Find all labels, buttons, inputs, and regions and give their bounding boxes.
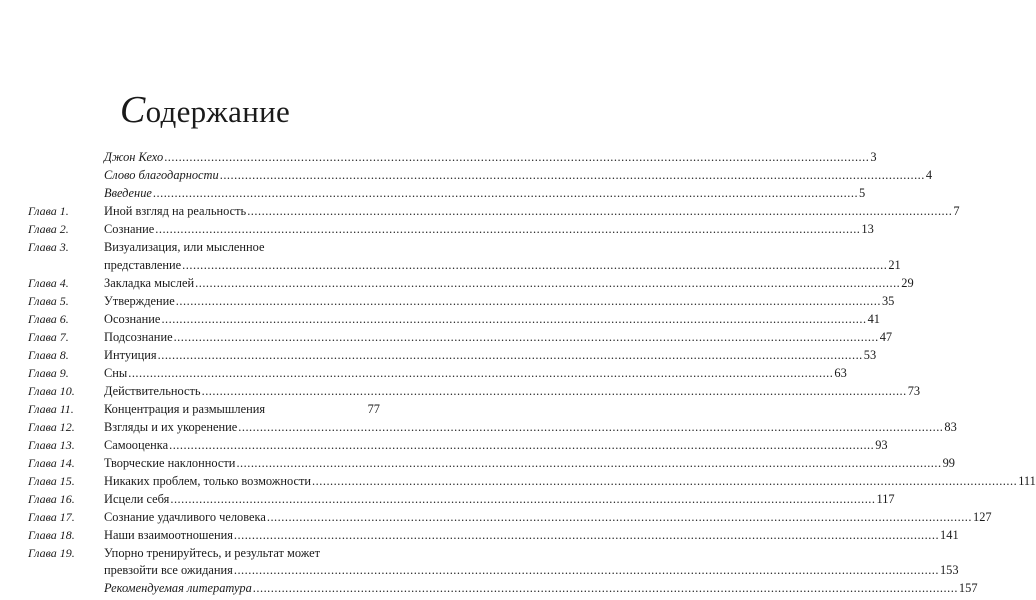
chapter-page: 29 (901, 276, 914, 290)
toc-chapter-15[interactable] (0, 474, 1036, 492)
chapter-page: 83 (944, 420, 957, 434)
toc-chapter-3[interactable] (0, 240, 410, 258)
chapter-page: 63 (834, 366, 847, 380)
chapter-title: Интуиция (104, 348, 157, 362)
chapter-title: Сознание (104, 222, 155, 236)
toc-chapter-2[interactable] (0, 222, 874, 240)
chapter-title: Концентрация и размышления (104, 402, 266, 416)
chapter-page: 7 (953, 204, 960, 218)
leader-dots (176, 294, 881, 309)
chapter-title: Закладка мыслей (104, 276, 195, 290)
chapter-title: Самооценка (104, 438, 169, 452)
leader-dots (234, 563, 939, 578)
chapter-label: Глава 18. (28, 528, 75, 542)
toc-entry-title: Рекомендуемая литература (104, 581, 252, 595)
page-title (0, 88, 410, 132)
chapter-label: Глава 9. (28, 366, 69, 380)
leader-dots (164, 150, 869, 165)
chapter-page: 99 (942, 456, 955, 470)
chapter-page: 117 (876, 492, 895, 506)
chapter-label: Глава 6. (28, 312, 69, 326)
chapter-label: Глава 2. (28, 222, 69, 236)
leader-dots (195, 276, 900, 291)
chapter-label: Глава 13. (28, 438, 75, 452)
leader-dots (253, 581, 958, 596)
toc-chapter-4[interactable] (0, 276, 914, 294)
chapter-title: Действительность (104, 384, 201, 398)
chapter-page: 47 (879, 330, 893, 344)
chapter-title-continued: превзойти все ожидания (104, 563, 233, 577)
toc-entry-author[interactable] (0, 150, 877, 168)
chapter-page: 21 (888, 258, 901, 272)
toc-entry-introduction[interactable] (0, 186, 866, 204)
toc-entry-acknowledgements[interactable] (0, 168, 933, 186)
chapter-label: Глава 11. (28, 402, 74, 416)
chapter-page: 35 (881, 294, 895, 308)
toc-entry-page: 4 (925, 168, 933, 182)
toc-chapter-3-continued[interactable] (0, 258, 901, 276)
chapter-title: Осознание (104, 312, 161, 326)
toc-chapter-14[interactable] (0, 456, 955, 474)
chapter-title: Сны (104, 366, 128, 380)
chapter-label: Глава 15. (28, 474, 75, 488)
toc-chapter-18[interactable] (0, 528, 959, 546)
chapter-title: Сознание удачливого человека (104, 510, 266, 524)
chapter-title: Взгляды и их укоренение (104, 420, 238, 434)
chapter-label: Глава 8. (28, 348, 69, 362)
title-rest: одержание (145, 94, 291, 129)
chapter-title: Упорно тренируйтесь, и результат может (104, 546, 321, 560)
leader-dots (158, 348, 863, 363)
chapter-title: Исцели себя (104, 492, 170, 506)
toc-chapter-9[interactable] (0, 366, 847, 384)
leader-dots (312, 474, 1017, 489)
chapter-page: 53 (863, 348, 877, 362)
leader-dots (169, 438, 874, 453)
chapter-label: Глава 14. (28, 456, 75, 470)
toc-chapter-19-continued[interactable] (0, 563, 959, 581)
toc-chapter-13[interactable] (0, 438, 888, 456)
chapter-title: Иной взгляд на реальность (104, 204, 247, 218)
chapter-label: Глава 4. (28, 276, 69, 290)
leader-dots (267, 510, 972, 525)
toc-entry-recommended-reading[interactable] (0, 581, 978, 599)
leader-dots (182, 258, 887, 273)
toc-chapter-19[interactable] (0, 546, 410, 564)
toc-entry-title: Введение (104, 186, 152, 200)
toc-chapter-16[interactable] (0, 492, 895, 510)
leader-dots (153, 186, 858, 201)
chapter-page: 153 (939, 563, 959, 577)
toc-chapter-6[interactable] (0, 312, 880, 330)
toc-chapter-12[interactable] (0, 420, 957, 438)
leader-dots (234, 528, 939, 543)
chapter-page: 13 (861, 222, 874, 236)
toc-entry-page: 3 (870, 150, 877, 164)
chapter-page: 111 (1018, 474, 1036, 488)
chapter-title: Визуализация, или мысленное (104, 240, 265, 254)
toc-entry-title: Слово благодарности (104, 168, 219, 182)
chapter-page: 73 (907, 384, 921, 398)
leader-dots (247, 204, 952, 219)
chapter-title: Никаких проблем, только возможности (104, 474, 312, 488)
chapter-label: Глава 17. (28, 510, 75, 524)
leader-dots (236, 456, 941, 471)
chapter-title-continued: представление (104, 258, 182, 272)
chapter-page: 141 (940, 528, 959, 542)
leader-dots (128, 366, 833, 381)
chapter-title: Утверждение (104, 294, 175, 308)
chapter-title: Подсознание (104, 330, 173, 344)
toc-chapter-10[interactable] (0, 384, 921, 402)
leader-dots (161, 312, 866, 327)
toc-chapter-17[interactable] (0, 510, 992, 528)
chapter-label: Глава 3. (28, 240, 69, 254)
chapter-label: Глава 12. (28, 420, 75, 434)
toc-entry-page: 157 (958, 581, 978, 595)
leader-dots (202, 384, 907, 399)
title-initial: С (119, 89, 146, 131)
chapter-label: Глава 7. (28, 330, 69, 344)
chapter-page: 41 (867, 312, 880, 326)
chapter-title: Творческие наклонности (104, 456, 236, 470)
toc-entry-title: Джон Кехо (104, 150, 164, 164)
leader-dots (170, 492, 875, 507)
chapter-label: Глава 10. (28, 384, 75, 398)
toc-chapter-1[interactable] (0, 204, 960, 222)
chapter-label: Глава 5. (28, 294, 69, 308)
chapter-label: Глава 1. (28, 204, 69, 218)
toc-chapter-8[interactable] (0, 348, 877, 366)
chapter-page: 77 (367, 402, 380, 416)
toc-entry-page: 5 (859, 186, 866, 200)
leader-dots (220, 168, 925, 183)
chapter-label: Глава 16. (28, 492, 75, 506)
toc-chapter-5[interactable] (0, 294, 895, 312)
toc-chapter-11[interactable] (0, 402, 410, 420)
chapter-page: 127 (973, 510, 992, 524)
chapter-label: Глава 19. (28, 546, 75, 560)
leader-dots (155, 222, 860, 237)
toc-chapter-7[interactable] (0, 330, 893, 348)
leader-dots (238, 420, 943, 435)
chapter-title: Наши взаимоотношения (104, 528, 233, 542)
chapter-page: 93 (875, 438, 888, 452)
leader-dots (174, 330, 879, 345)
